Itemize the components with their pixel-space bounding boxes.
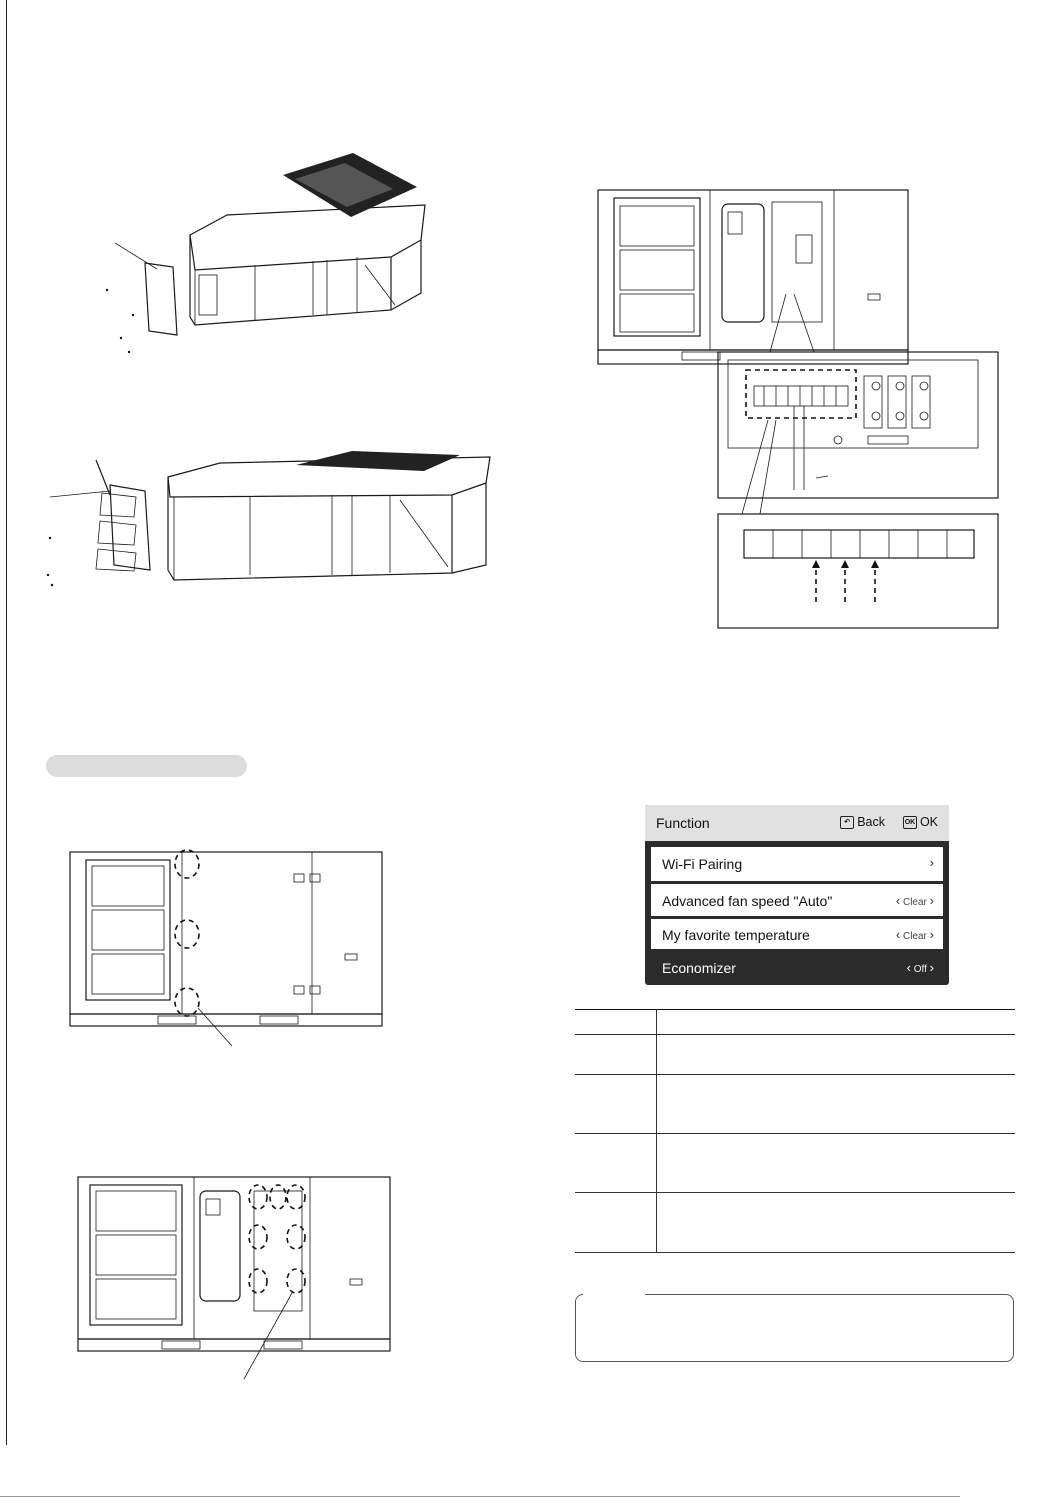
- chevron-right-icon: ›: [929, 855, 934, 870]
- front-elevation-1: [70, 850, 390, 1050]
- unit-panel-removal-figure: [95, 145, 435, 360]
- menu-item-advanced-fan-speed[interactable]: [651, 884, 943, 916]
- chevron-right-icon[interactable]: ›: [929, 893, 934, 908]
- unit-body-2: [168, 451, 490, 580]
- table-cell: [575, 1035, 657, 1075]
- chevron-right-icon[interactable]: ›: [929, 927, 934, 942]
- removed-panel-1: [106, 243, 177, 353]
- unit-body-1: [190, 153, 425, 325]
- table-row: [575, 1035, 1015, 1075]
- back-icon: ↶: [840, 816, 854, 829]
- controller-header: [645, 805, 949, 841]
- unit-front-view: [598, 190, 908, 364]
- front-elevation-2: [78, 1175, 398, 1385]
- table-row: [575, 1134, 1015, 1193]
- note-box: [575, 1294, 1014, 1362]
- economizer-hood: [47, 460, 150, 586]
- note-tab: [583, 1286, 645, 1300]
- menu-item-value: Off: [913, 964, 927, 975]
- chevron-right-icon[interactable]: ›: [929, 960, 934, 975]
- chevron-left-icon[interactable]: ‹: [906, 960, 911, 975]
- terminal-detail-zoom: [718, 352, 998, 498]
- economizer-settings-table: [575, 1009, 1015, 1253]
- table-cell: [657, 1035, 1016, 1075]
- back-button[interactable]: ↶ Back: [840, 815, 885, 829]
- menu-item-value: Clear: [902, 931, 927, 942]
- menu-item-value: Clear: [902, 897, 927, 908]
- menu-item-favorite-temperature[interactable]: [651, 919, 943, 949]
- chevron-left-icon[interactable]: ‹: [895, 893, 901, 908]
- control-box-screw-marks: [249, 1185, 305, 1293]
- table-cell: [575, 1193, 657, 1253]
- table-row: [575, 1193, 1015, 1253]
- table-cell: [657, 1134, 1016, 1193]
- menu-item-label: Advanced fan speed "Auto": [662, 893, 833, 909]
- chevron-left-icon[interactable]: ‹: [895, 927, 901, 942]
- screw-mark-group: [175, 850, 199, 1016]
- table-row: [575, 1075, 1015, 1134]
- function-title: Function: [656, 815, 710, 831]
- table-cell: [657, 1010, 1016, 1035]
- section-heading-pill: [46, 755, 247, 777]
- menu-item-label: Economizer: [662, 960, 736, 976]
- left-margin-rule: [6, 0, 7, 1445]
- terminal-strip-detail: [718, 514, 998, 628]
- table-cell: [657, 1193, 1016, 1253]
- ok-button[interactable]: OK OK: [904, 815, 938, 829]
- controller-screen: [645, 805, 949, 985]
- menu-item-label: Wi-Fi Pairing: [662, 856, 743, 872]
- table-cell: [575, 1134, 657, 1193]
- footer-rule: [0, 1496, 960, 1497]
- menu-item-wifi-pairing[interactable]: [651, 847, 943, 881]
- menu-item-economizer[interactable]: [651, 952, 943, 982]
- ok-key-icon: OK: [903, 816, 917, 829]
- table-cell: [575, 1075, 657, 1134]
- terminal-block-figure: [598, 190, 1008, 630]
- menu-item-label: My favorite temperature: [662, 927, 810, 943]
- table-header-row: [575, 1010, 1015, 1035]
- table-cell: [575, 1010, 657, 1035]
- table-cell: [657, 1075, 1016, 1134]
- unit-economizer-hood-figure: [40, 445, 500, 605]
